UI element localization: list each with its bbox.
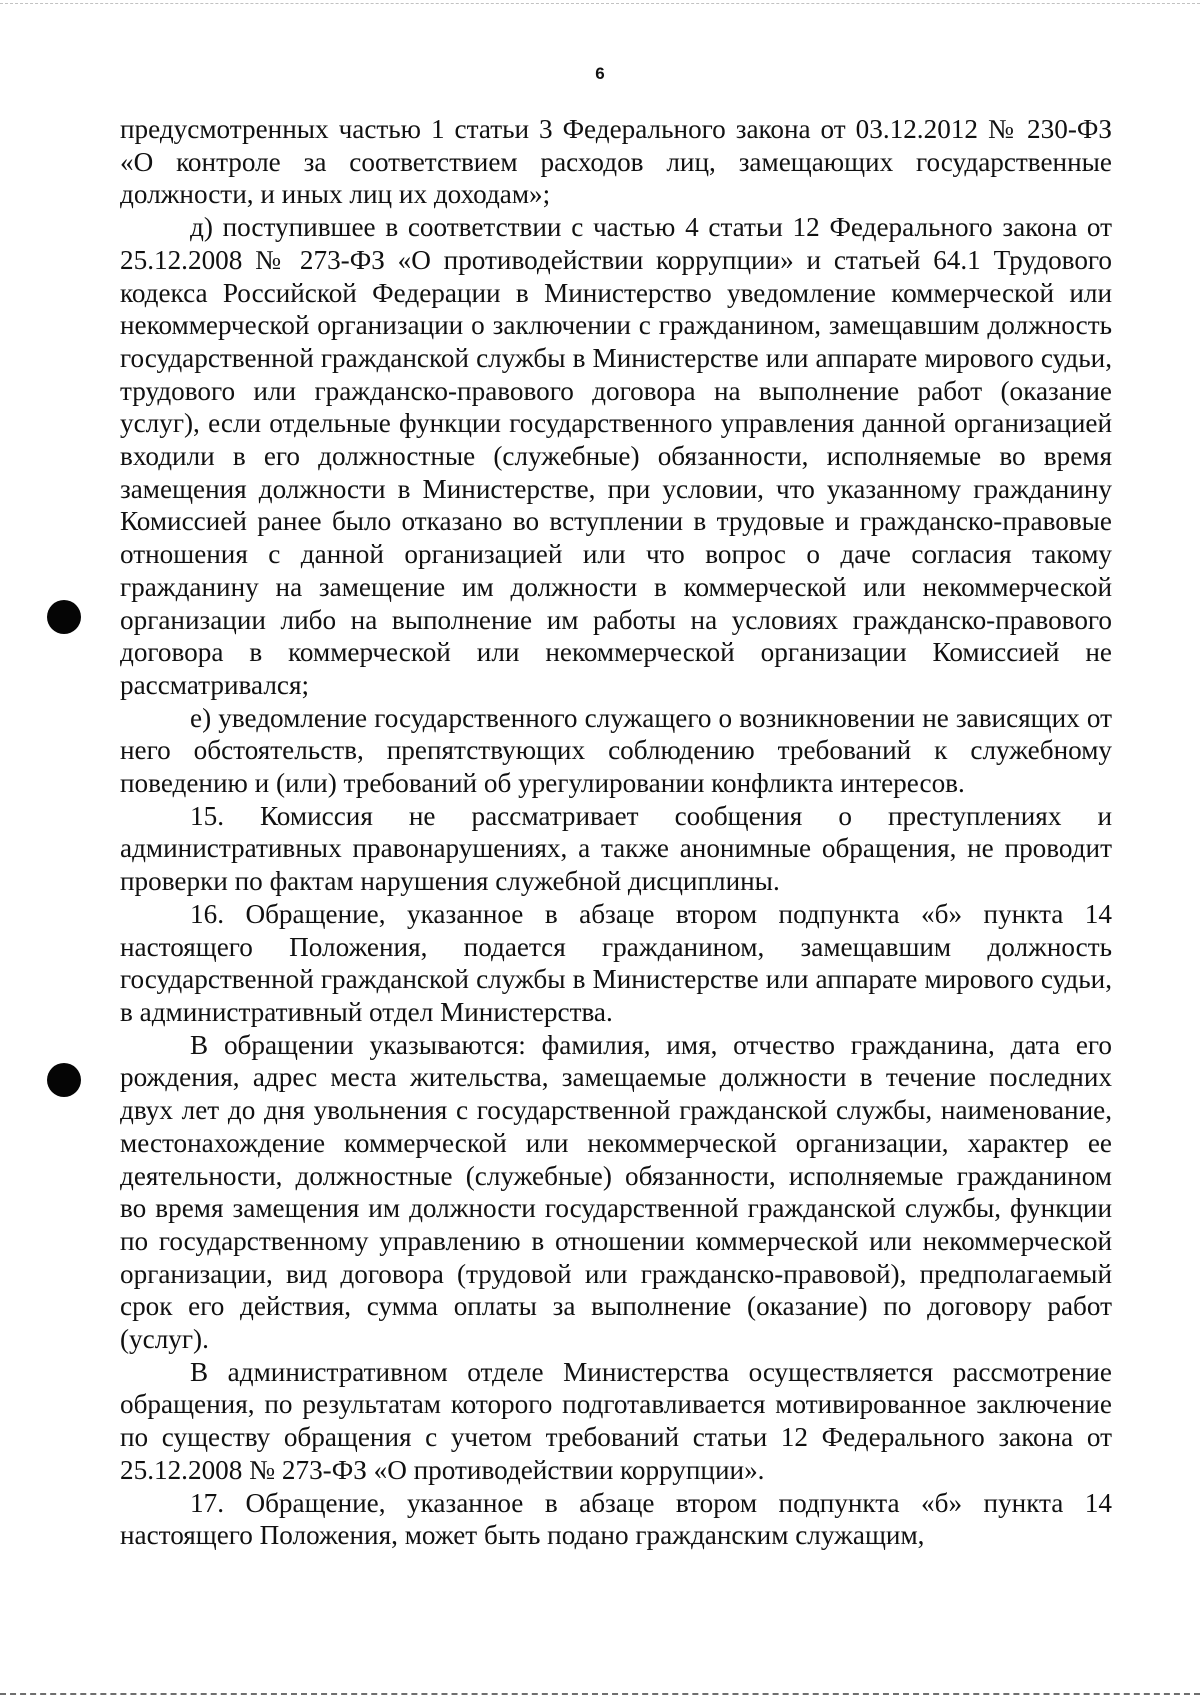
paragraph-intro-continuation: предусмотренных частью 1 статьи 3 Федерального закона от 03.12.2012 № 230-ФЗ «О контроле за соответствием расходов лиц, замещающих государственные должности, и иных лиц их доходам»; bbox=[120, 114, 1112, 210]
page-number: 6 bbox=[595, 64, 605, 83]
document-body bbox=[120, 113, 1112, 1552]
paragraph-item-16-contents: В обращении указываются: фамилия, имя, отчество гражданина, дата его рождения, адрес места жительства, замещаемые должности в течение последних двух лет до дня увольнения с государственной гражданской службы, наименование, местонахождение коммерческой или некоммерческой организации, характер ее деятельности, должностные (служебные) обязанности, исполняемые гражданином во время замещения им должности государственной гражданской службы, функции по государственному управлению в отношении коммерческой или некоммерческой организации, вид договора (трудовой или гражданско-правовой), предполагаемый срок его действия, сумма оплаты за выполнение (оказание) по договору работ (услуг). bbox=[120, 1029, 1112, 1355]
scan-bottom-edge bbox=[0, 1693, 1200, 1695]
paragraph-subitem-e: е) уведомление государственного служащего о возникновении не зависящих от него обстоятельств, препятствующих соблюдению требований к служебному поведению и (или) требований об урегулировании конфликта интересов. bbox=[120, 702, 1112, 799]
paragraph-item-15: 15. Комиссия не рассматривает сообщения о преступлениях и административных правонарушениях, а также анонимные обращения, не проводит проверки по фактам нарушения служебной дисциплины. bbox=[120, 800, 1112, 897]
paragraph-item-16-review: В административном отделе Министерства осуществляется рассмотрение обращения, по результатам которого подготавливается мотивированное заключение по существу обращения с учетом требований статьи 12 Федерального закона от 25.12.2008 № 273-ФЗ «О противодействии коррупции». bbox=[120, 1356, 1112, 1485]
punch-hole-mark bbox=[47, 1063, 81, 1097]
punch-hole-mark bbox=[47, 600, 81, 634]
scan-top-edge bbox=[0, 3, 1200, 4]
paragraph-item-17: 17. Обращение, указанное в абзаце втором подпункта «б» пункта 14 настоящего Положения, может быть подано гражданским служащим, bbox=[120, 1487, 1112, 1551]
paragraph-item-16: 16. Обращение, указанное в абзаце втором подпункта «б» пункта 14 настоящего Положения, подается гражданином, замещавшим должность государственной гражданской службы в Министерстве или аппарате мирового судьи, в административный отдел Министерства. bbox=[120, 898, 1112, 1027]
paragraph-subitem-d: д) поступившее в соответствии с частью 4 статьи 12 Федерального закона от 25.12.2008 № 273-ФЗ «О противодействии коррупции» и статьей 64.1 Трудового кодекса Российской Федерации в Министерство уведомление коммерческой или некоммерческой организации о заключении с гражданином, замещавшим должность государственной гражданской службы в Министерстве или аппарате мирового судьи, трудового или гражданско-правового договора на выполнение работ (оказание услуг), если отдельные функции государственного управления данной организацией входили в его должностные (служебные) обязанности, исполняемые во время замещения должности в Министерстве, при условии, что указанному гражданину Комиссией ранее было отказано во вступлении в трудовые и гражданско-правовые отношения с данной организацией или что вопрос о даче согласия такому гражданину на замещение им должности в коммерческой или некоммерческой организации либо на выполнение им работы на условиях гражданско-правового договора в коммерческой или некоммерческой организации Комиссией не рассматривался; bbox=[120, 212, 1112, 700]
